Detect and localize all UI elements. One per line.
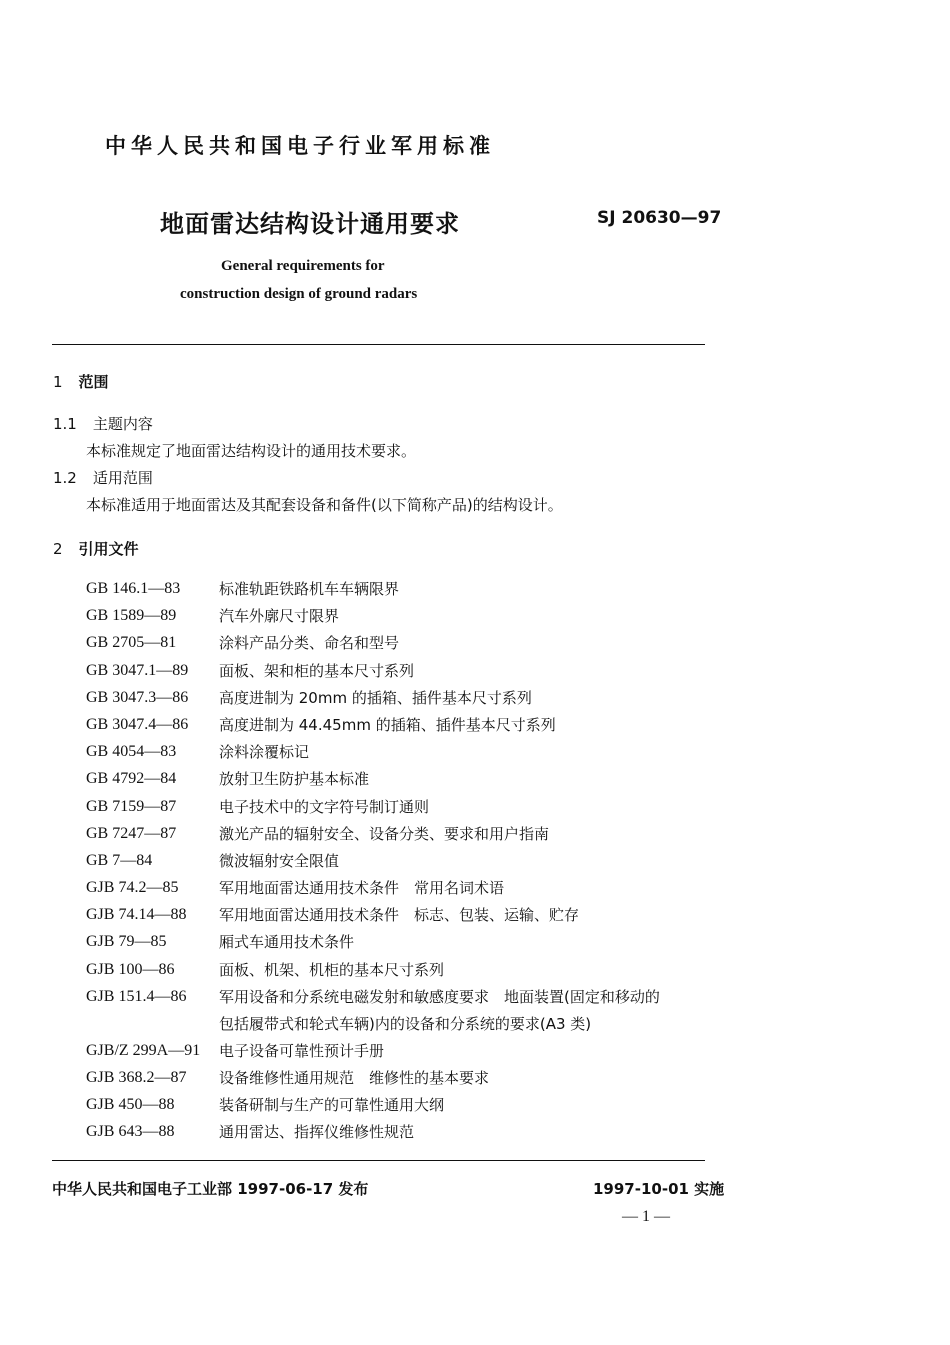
reference-code: GB 7159—87 (86, 797, 177, 815)
reference-code: GJB 450—88 (86, 1096, 175, 1114)
section-title: 适用范围 (92, 469, 153, 487)
reference-row (86, 986, 716, 1035)
standard-code: SJ 20630—97 (597, 208, 722, 228)
reference-title-text: 高度进制为 44.45mm 的插箱、插件基本尺寸系列 (219, 715, 556, 734)
reference-code: GB 4792—84 (86, 770, 177, 788)
reference-code: GB 2705—81 (86, 634, 177, 652)
section-title: 范围 (78, 373, 109, 391)
reference-code: GB 7—84 (86, 851, 153, 869)
reference-title (219, 741, 309, 763)
reference-title-text: 高度进制为 20mm 的插箱、插件基本尺寸系列 (219, 688, 532, 707)
reference-list (86, 578, 716, 1149)
section-1-2-text: 本标准适用于地面雷达及其配套设备和备件(以下简称产品)的结构设计。 (86, 496, 563, 514)
reference-row (86, 1040, 716, 1067)
reference-title (219, 768, 369, 790)
reference-title-text: 电子设备可靠性预计手册 (219, 1041, 385, 1060)
reference-row (86, 632, 716, 659)
reference-code: GB 4054—83 (86, 743, 177, 761)
reference-row (86, 741, 716, 768)
reference-title (219, 877, 504, 899)
reference-title (219, 687, 532, 709)
reference-title (219, 660, 414, 682)
reference-title (219, 1094, 444, 1116)
reference-title (219, 931, 354, 953)
effective-date: 1997-10-01 实施 (593, 1180, 725, 1198)
header-divider (52, 344, 705, 345)
english-title-line2: construction design of ground radars (180, 286, 418, 302)
standard-header: 中华人民共和国电子行业军用标准 (105, 134, 495, 158)
section-1-1-heading (53, 413, 153, 434)
reference-code: GJB 74.2—85 (86, 879, 179, 897)
reference-code: GJB/Z 299A—91 (86, 1041, 201, 1059)
reference-code: GJB 643—88 (86, 1123, 175, 1141)
reference-code: GB 1589—89 (86, 607, 177, 625)
reference-row (86, 877, 716, 904)
reference-title-text: 军用地面雷达通用技术条件 标志、包装、运输、贮存 (219, 906, 580, 925)
reference-code: GJB 79—85 (86, 933, 167, 951)
reference-title (219, 904, 579, 926)
document-title: 地面雷达结构设计通用要求 (160, 210, 460, 238)
english-title-line1: General requirements for (221, 258, 385, 274)
reference-title (219, 1121, 414, 1143)
section-title: 主题内容 (92, 415, 153, 433)
reference-code: GJB 100—86 (86, 960, 175, 978)
reference-row (86, 605, 716, 632)
reference-title-text: 装备研制与生产的可靠性通用大纲 (219, 1096, 445, 1115)
reference-title (219, 1067, 489, 1089)
reference-row (86, 823, 716, 850)
reference-title-text: 面板、机架、机柜的基本尺寸系列 (219, 960, 445, 979)
reference-row (86, 959, 716, 986)
reference-title-text: 设备维修性通用规范 维修性的基本要求 (219, 1069, 490, 1087)
reference-title (219, 605, 339, 627)
reference-title (219, 796, 429, 818)
reference-row (86, 660, 716, 687)
reference-code: GB 146.1—83 (86, 580, 181, 597)
page-number: — 1 — (622, 1208, 670, 1225)
section-number: 1.2 (53, 469, 77, 487)
reference-code: GJB 368.2—87 (86, 1069, 187, 1086)
section-1-2-heading (53, 467, 153, 488)
section-title: 引用文件 (78, 540, 139, 558)
reference-title-text: 激光产品的辐射安全、设备分类、要求和用户指南 (219, 824, 550, 843)
reference-title-text: 厢式车通用技术条件 (219, 933, 355, 952)
reference-title (219, 1040, 384, 1062)
reference-row (86, 1094, 716, 1121)
reference-code: GB 3047.4—86 (86, 715, 189, 733)
reference-row (86, 904, 716, 931)
reference-title-text: 放射卫生防护基本标准 (219, 770, 370, 789)
reference-title-text: 电子技术中的文字符号制订通则 (219, 797, 430, 816)
reference-title (219, 986, 660, 1035)
reference-title (219, 850, 339, 872)
reference-title-continuation: 包括履带式和轮式车辆)内的设备和分系统的要求(A3 类) (219, 1014, 592, 1033)
reference-code: GJB 74.14—88 (86, 906, 187, 924)
reference-title (219, 632, 399, 654)
reference-title-text: 军用设备和分系统电磁发射和敏感度要求 地面装置(固定和移动的 (219, 987, 660, 1006)
section-1-1-text: 本标准规定了地面雷达结构设计的通用技术要求。 (86, 442, 417, 460)
reference-code: GB 7247—87 (86, 824, 177, 842)
section-number: 1 (53, 373, 63, 391)
reference-row (86, 931, 716, 958)
reference-title-text: 汽车外廓尺寸限界 (219, 607, 340, 626)
reference-title-text: 标准轨距铁路机车车辆限界 (219, 580, 400, 598)
reference-title-text: 通用雷达、指挥仪维修性规范 (219, 1123, 415, 1142)
reference-row (86, 850, 716, 877)
section-number: 1.1 (53, 415, 77, 433)
reference-title (219, 714, 556, 736)
section-number: 2 (53, 540, 63, 558)
reference-title-text: 军用地面雷达通用技术条件 常用名词术语 (219, 879, 505, 898)
reference-title (219, 959, 444, 981)
section-2-heading (53, 538, 139, 559)
reference-code: GB 3047.3—86 (86, 688, 189, 706)
reference-title (219, 578, 399, 600)
reference-title-text: 面板、架和柜的基本尺寸系列 (219, 661, 415, 680)
reference-code: GJB 151.4—86 (86, 987, 187, 1005)
reference-title-text: 涂料产品分类、命名和型号 (219, 634, 400, 653)
reference-title-text: 涂料涂覆标记 (219, 743, 310, 762)
section-1-heading (53, 371, 109, 392)
reference-row (86, 714, 716, 741)
reference-row (86, 1121, 716, 1148)
reference-row (86, 687, 716, 714)
reference-code: GB 3047.1—89 (86, 661, 189, 679)
reference-title (219, 823, 549, 845)
reference-row (86, 796, 716, 823)
footer-divider (52, 1160, 705, 1161)
issue-date: 中华人民共和国电子工业部 1997-06-17 发布 (52, 1180, 369, 1198)
reference-row (86, 768, 716, 795)
reference-row (86, 1067, 716, 1094)
reference-row (86, 578, 716, 605)
reference-title-text: 微波辐射安全限值 (219, 851, 340, 870)
